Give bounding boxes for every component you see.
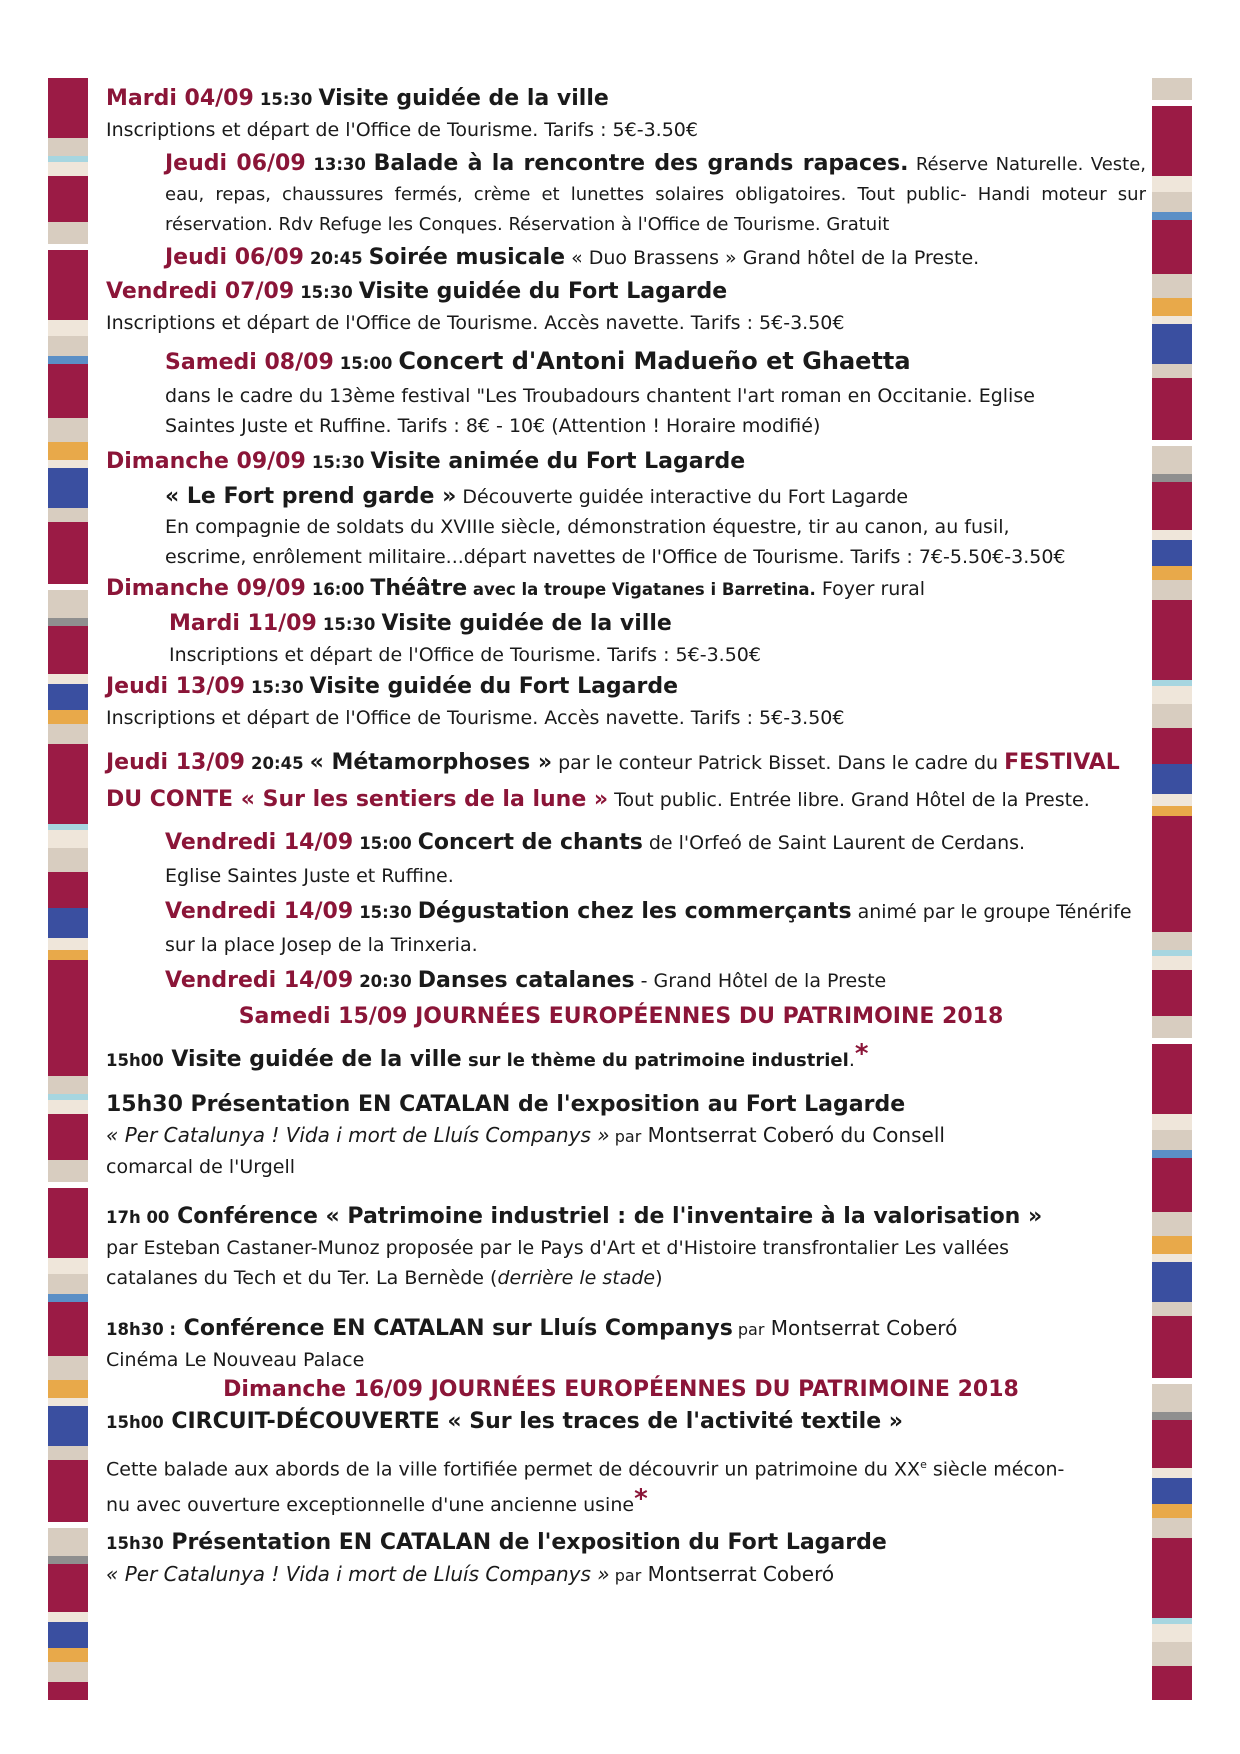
stripe-band <box>1152 1642 1192 1666</box>
stripe-band <box>1152 1254 1192 1262</box>
item-detail: Cinéma Le Nouveau Palace <box>106 1349 365 1371</box>
event-detail: réservation. Rdv Refuge les Conques. Réservation à l'Office de Tourisme. Gratuit <box>165 214 890 235</box>
event-date: Vendredi 14/09 <box>165 830 354 855</box>
event-time: 13:30 <box>313 155 366 174</box>
stripe-band <box>48 1114 88 1160</box>
event-date: Mardi 11/09 <box>169 611 317 636</box>
event-entry <box>106 447 1146 572</box>
stripe-band <box>1152 1262 1192 1302</box>
asterisk: * <box>634 1484 648 1515</box>
stripe-band <box>1152 378 1192 440</box>
stripe-band <box>1152 1236 1192 1254</box>
event-detail: Inscriptions et départ de l'Office de Tourisme. Tarifs : 5€-3.50€ <box>106 119 698 141</box>
stripe-band <box>48 356 88 364</box>
event-title: Visite guidée de la ville <box>381 611 672 636</box>
stripe-band <box>1152 192 1192 212</box>
sunday-item <box>106 1407 1146 1520</box>
stripe-band <box>1152 106 1192 176</box>
stripe-band <box>1152 806 1192 816</box>
stripe-band <box>48 590 88 618</box>
stripe-band <box>1152 1518 1192 1538</box>
item-title: Conférence « Patrimoine industriel : de l'inventaire à la valorisation » <box>169 1204 1043 1229</box>
item-detail: catalanes du Tech et du Ter. La Bernède ( <box>106 1267 498 1289</box>
item-detail: sur le thème du patrimoine industriel <box>461 1050 849 1071</box>
stripe-band <box>48 1556 88 1564</box>
stripe-band <box>1152 1384 1192 1412</box>
stripe-band <box>1152 932 1192 950</box>
stripe-band <box>48 674 88 684</box>
item-detail: Cette balade aux abords de la ville fortifiée permet de découvrir un patrimoine du XX <box>106 1458 921 1481</box>
saturday-item <box>106 1313 1146 1375</box>
event-detail: Réserve Naturelle. Veste, <box>908 154 1147 175</box>
event-detail: En compagnie de soldats du XVIIIe siècle, démonstration équestre, tir au canon, au fusil, <box>165 516 1010 538</box>
stripe-band <box>48 138 88 156</box>
event-detail: Inscriptions et départ de l'Office de Tourisme. Accès navette. Tarifs : 5€-3.50€ <box>106 707 845 729</box>
event-title: Balade à la rencontre des grands rapaces. <box>373 151 909 176</box>
stripe-band <box>48 1258 88 1274</box>
event-detail: de l'Orfeó de Saint Laurent de Cerdans. <box>642 832 1026 854</box>
event-entry <box>165 344 1146 441</box>
stripe-band <box>48 960 88 1016</box>
event-date: Mardi 04/09 <box>106 86 254 111</box>
stripe-band <box>48 176 88 222</box>
stripe-band <box>1152 446 1192 474</box>
event-detail: animé par le groupe Ténérife <box>851 901 1132 923</box>
stripe-band <box>48 1356 88 1380</box>
item-title: Conférence EN CATALAN sur Lluís Companys <box>176 1316 733 1341</box>
item-detail: par <box>609 1127 642 1146</box>
stripe-band <box>48 1662 88 1682</box>
item-title: Présentation EN CATALAN de l'exposition du Fort Lagarde <box>163 1530 887 1556</box>
event-date: Vendredi 14/09 <box>165 899 354 924</box>
stripe-band <box>48 1016 88 1076</box>
event-entry <box>106 672 1146 733</box>
stripe-band <box>48 684 88 710</box>
event-time: 15:30 <box>259 90 313 109</box>
stripe-band <box>1152 1158 1192 1212</box>
event-detail: Inscriptions et départ de l'Office de Tourisme. Tarifs : 5€-3.50€ <box>169 644 761 666</box>
stripe-band <box>48 938 88 950</box>
stripe-band <box>1152 1624 1192 1642</box>
event-title: Visite animée du Fort Lagarde <box>370 449 746 474</box>
stripe-band <box>1152 1420 1192 1468</box>
stripe-band <box>1152 482 1192 530</box>
item-detail: Montserrat Coberó <box>641 1562 835 1587</box>
stripe-band <box>1152 1478 1192 1504</box>
event-detail: Découverte guidée interactive du Fort Lagarde <box>456 486 909 508</box>
stripe-band <box>48 1460 88 1522</box>
stripe-band <box>48 872 88 908</box>
event-detail: escrime, enrôlement militaire...départ navettes de l'Office de Tourisme. Tarifs : 7€-5.50€-3.50€ <box>165 546 1066 568</box>
item-detail: par <box>609 1566 642 1586</box>
stripe-band <box>1152 956 1192 970</box>
stripe-band <box>48 336 88 356</box>
item-title: Visite guidée de la ville <box>163 1047 462 1072</box>
stripe-band <box>1152 764 1192 794</box>
event-time: 15:00 <box>339 354 393 373</box>
stripe-band <box>48 1612 88 1622</box>
stripe-band <box>1152 274 1192 298</box>
stripe-band <box>1152 794 1192 806</box>
stripe-band <box>1152 1468 1192 1478</box>
stripe-band <box>1152 316 1192 324</box>
event-detail: Foyer rural <box>815 578 926 600</box>
event-date: Dimanche 09/09 <box>106 449 306 474</box>
stripe-band <box>1152 704 1192 728</box>
stripe-band <box>48 364 88 418</box>
item-detail: siècle mécon- <box>926 1458 1065 1481</box>
item-time: 15h00 <box>106 1051 164 1070</box>
stripe-band <box>1152 872 1192 932</box>
stripe-band <box>48 1160 88 1182</box>
event-time: 20:30 <box>359 972 412 991</box>
event-time: 15:30 <box>322 615 376 634</box>
stripe-band <box>1152 1114 1192 1130</box>
event-time: 15:00 <box>359 834 412 853</box>
event-detail: - Grand Hôtel de la Preste <box>634 970 887 992</box>
stripe-band <box>48 1380 88 1398</box>
event-entry <box>169 609 1146 670</box>
event-title: Danses catalanes <box>417 968 635 993</box>
event-entry <box>165 243 1146 274</box>
stripe-band <box>1152 1538 1192 1618</box>
event-time: 20:45 <box>251 754 304 773</box>
event-date: Jeudi 13/09 <box>106 750 245 775</box>
stripe-band <box>48 1682 88 1700</box>
event-detail: avec la troupe Vigatanes i Barretina. <box>467 580 816 599</box>
stripe-band <box>48 1274 88 1294</box>
stripe-band <box>48 1528 88 1556</box>
stripe-band <box>1152 176 1192 192</box>
item-time: 18h30 : <box>106 1320 177 1339</box>
item-detail: Montserrat Coberó <box>764 1316 958 1340</box>
stripe-band <box>48 418 88 442</box>
stripe-band <box>48 162 88 176</box>
saturday-item <box>106 1039 1146 1076</box>
stripe-band <box>1152 970 1192 1016</box>
event-date: Dimanche 09/09 <box>106 576 306 601</box>
sunday-item <box>106 1528 1146 1591</box>
event-date: Vendredi 14/09 <box>165 968 354 993</box>
event-detail: « Duo Brassens » Grand hôtel de la Preste. <box>565 247 980 269</box>
stripe-band <box>1152 1150 1192 1158</box>
stripe-band <box>1152 1212 1192 1236</box>
event-detail: Saintes Juste et Ruffine. Tarifs : 8€ - 10€ (Attention ! Horaire modifié) <box>165 415 821 437</box>
stripe-band <box>48 724 88 744</box>
stripe-band <box>1152 566 1192 580</box>
event-time: 15:30 <box>251 678 304 697</box>
section-heading: Samedi 15/09 JOURNÉES EUROPÉENNES DU PATRIMOINE 2018 <box>238 1004 1004 1029</box>
event-entry <box>165 149 1146 240</box>
event-time: 15:30 <box>311 453 365 472</box>
stripe-band <box>48 1564 88 1612</box>
stripe-band <box>48 222 88 244</box>
stripe-band <box>48 1446 88 1460</box>
stripe-band <box>48 830 88 848</box>
stripe-band <box>1152 728 1192 764</box>
item-detail: Montserrat Coberó du Consell <box>641 1123 945 1147</box>
event-entry <box>106 574 1146 605</box>
festival-name: FESTIVAL <box>1004 750 1120 775</box>
item-time: 17h 00 <box>106 1208 170 1227</box>
stripe-band <box>1152 78 1192 100</box>
event-date: Jeudi 13/09 <box>106 674 245 699</box>
saturday-item <box>106 1202 1146 1293</box>
item-detail: e <box>920 1458 927 1471</box>
event-title: Visite guidée du Fort Lagarde <box>309 674 679 699</box>
event-title: « Métamorphoses » <box>309 750 553 775</box>
item-time: 15h00 <box>106 1413 164 1432</box>
stripe-band <box>1152 1016 1192 1038</box>
event-detail: eau, repas, chaussures fermés, crème et lunettes solaires obligatoires. Tout public- Handi moteur sur <box>165 184 1146 205</box>
stripe-band <box>48 1294 88 1302</box>
stripe-band <box>48 442 88 460</box>
stripe-band <box>48 78 88 138</box>
sunday-heading <box>96 1375 1146 1405</box>
event-date: Jeudi 06/09 <box>165 151 306 176</box>
stripe-band <box>1152 324 1192 364</box>
stripe-band <box>48 460 88 468</box>
item-detail: nu avec ouverture exceptionnelle d'une ancienne usine <box>106 1494 635 1517</box>
event-detail: par le conteur Patrick Bisset. Dans le cadre du <box>552 752 1005 774</box>
stripe-band <box>1152 364 1192 378</box>
stripe-band <box>48 1076 88 1094</box>
exhibition-title: « Per Catalunya ! Vida i mort de Lluís Companys » <box>106 1123 610 1147</box>
event-detail: dans le cadre du 13ème festival "Les Troubadours chantent l'art roman en Occitanie. Eglise <box>165 385 1035 407</box>
stripe-band <box>48 320 88 336</box>
event-title: Visite guidée de la ville <box>318 86 609 111</box>
stripe-band <box>48 848 88 872</box>
stripe-band <box>1152 580 1192 600</box>
item-detail: comarcal de l'Urgell <box>106 1156 296 1178</box>
decorative-stripe-left <box>48 78 88 1700</box>
event-time: 20:45 <box>310 249 363 268</box>
stripe-band <box>48 908 88 938</box>
event-entry <box>106 745 1146 818</box>
stripe-band <box>48 250 88 320</box>
event-detail: sur la place Josep de la Trinxeria. <box>165 934 478 956</box>
stripe-band <box>48 1398 88 1406</box>
event-entry <box>165 964 1146 999</box>
asterisk: * <box>854 1039 869 1069</box>
stripe-band <box>1152 530 1192 540</box>
item-detail: par <box>732 1320 765 1339</box>
event-time: 15:30 <box>359 903 412 922</box>
stripe-band <box>48 1100 88 1114</box>
stripe-band <box>1152 540 1192 566</box>
stripe-band <box>1152 1412 1192 1420</box>
item-title: CIRCUIT-DÉCOUVERTE « Sur les traces de l'activité textile » <box>163 1409 903 1434</box>
stripe-band <box>48 1302 88 1356</box>
exhibition-title: « Per Catalunya ! Vida i mort de Lluís Companys » <box>106 1562 610 1587</box>
event-program <box>106 84 1146 1591</box>
stripe-band <box>48 508 88 522</box>
item-detail: . <box>848 1049 855 1071</box>
item-title: 15h30 Présentation EN CATALAN de l'exposition au Fort Lagarde <box>106 1092 906 1117</box>
stripe-band <box>1152 816 1192 872</box>
stripe-band <box>1152 1666 1192 1700</box>
stripe-band <box>48 1188 88 1258</box>
stripe-band <box>1152 1044 1192 1114</box>
item-detail: ) <box>655 1267 663 1289</box>
stripe-band <box>1152 1504 1192 1518</box>
event-entry <box>106 84 1146 145</box>
saturday-heading <box>96 1001 1146 1033</box>
event-entry <box>165 826 1146 891</box>
stripe-band <box>48 744 88 824</box>
event-time: 15:30 <box>300 283 353 302</box>
decorative-stripe-right <box>1152 78 1192 1700</box>
event-date: Samedi 08/09 <box>165 350 334 375</box>
event-date: Vendredi 07/09 <box>106 279 295 304</box>
stripe-band <box>48 468 88 508</box>
festival-name: DU CONTE « Sur les sentiers de la lune » <box>106 787 609 812</box>
stripe-band <box>48 522 88 584</box>
stripe-band <box>48 950 88 960</box>
event-entry <box>106 277 1146 338</box>
stripe-band <box>48 1406 88 1446</box>
event-title: Dégustation chez les commerçants <box>417 899 852 924</box>
saturday-item <box>106 1090 1146 1182</box>
section-heading: Dimanche 16/09 JOURNÉES EUROPÉENNES DU PATRIMOINE 2018 <box>223 1377 1019 1402</box>
stripe-band <box>48 626 88 674</box>
stripe-band <box>1152 686 1192 704</box>
event-detail: Inscriptions et départ de l'Office de Tourisme. Accès navette. Tarifs : 5€-3.50€ <box>106 312 845 334</box>
event-title: Concert de chants <box>417 830 643 855</box>
item-detail: derrière le stade <box>497 1267 656 1289</box>
stripe-band <box>1152 1316 1192 1378</box>
stripe-band <box>1152 600 1192 680</box>
event-title: Concert d'Antoni Madueño et Ghaetta <box>398 347 911 375</box>
event-title: Soirée musicale <box>368 245 566 270</box>
stripe-band <box>1152 1130 1192 1150</box>
event-detail: Tout public. Entrée libre. Grand Hôtel de la Preste. <box>608 789 1090 811</box>
event-detail: Eglise Saintes Juste et Ruffine. <box>165 865 454 887</box>
stripe-band <box>1152 298 1192 316</box>
event-subtitle: « Le Fort prend garde » <box>165 484 457 509</box>
event-title: Visite guidée du Fort Lagarde <box>358 279 728 304</box>
item-time: 15h30 <box>106 1534 164 1554</box>
stripe-band <box>48 1648 88 1662</box>
stripe-band <box>1152 474 1192 482</box>
event-entry <box>165 895 1146 960</box>
stripe-band <box>1152 212 1192 220</box>
stripe-band <box>48 618 88 626</box>
stripe-band <box>1152 220 1192 274</box>
stripe-band <box>48 1622 88 1648</box>
stripe-band <box>1152 1302 1192 1316</box>
event-time: 16:00 <box>311 580 365 599</box>
event-title: Théâtre <box>370 576 468 601</box>
stripe-band <box>48 710 88 724</box>
item-detail: par Esteban Castaner-Munoz proposée par le Pays d'Art et d'Histoire transfrontalier Les vallées <box>106 1237 1010 1259</box>
event-date: Jeudi 06/09 <box>165 245 304 270</box>
